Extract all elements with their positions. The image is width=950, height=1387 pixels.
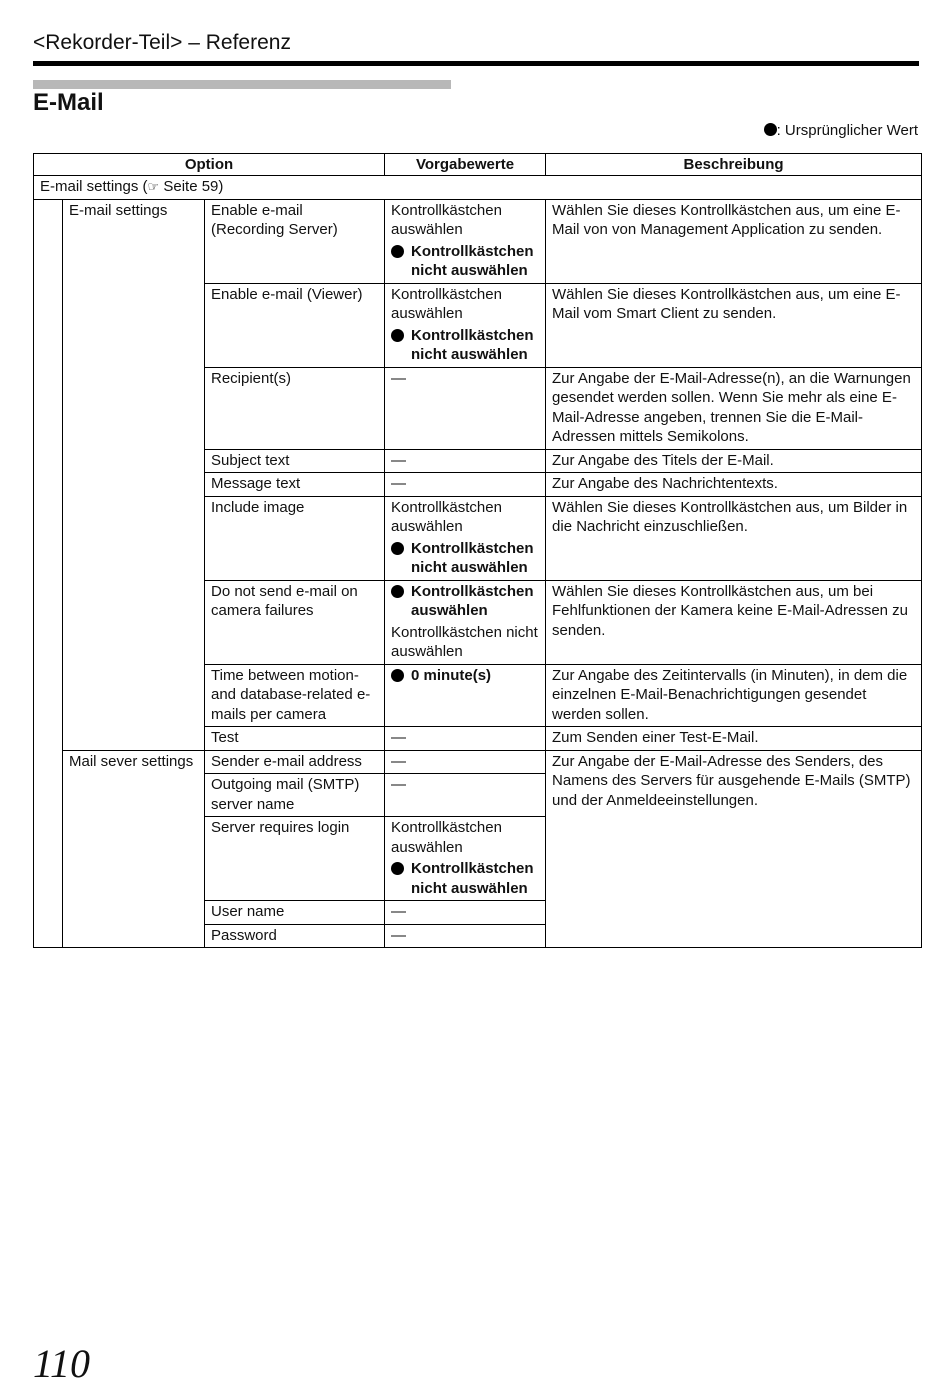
indent-cell (34, 199, 63, 948)
page-reference-icon: ☞ (147, 179, 160, 194)
section-accent-bar (33, 80, 451, 89)
option-cell: Enable e-mail (Recording Server) (205, 199, 385, 283)
option-cell: User name (205, 901, 385, 925)
table-row (34, 750, 922, 774)
section-title: E-Mail (33, 89, 104, 116)
option-cell: Do not send e-mail on camera failures (205, 580, 385, 664)
default-marker-icon (391, 862, 404, 875)
description-cell: Zur Angabe des Nachrichtentexts. (546, 473, 922, 497)
page-number: 110 (33, 1341, 91, 1386)
default-cell: — (385, 750, 546, 774)
default-cell: Kontrollkästchen auswählen Kontrollkästchen nicht auswählen (385, 580, 546, 664)
subgroup-mail-server-settings: Mail sever settings (63, 750, 205, 948)
description-cell: Zur Angabe der E-Mail-Adresse des Senders, des Namens des Servers für ausgehende E-Mails (SMTP) und der Anmeldeeinstellungen. (546, 750, 922, 948)
description-cell: Zum Senden einer Test-E-Mail. (546, 727, 922, 751)
col-header-option: Option (34, 154, 385, 176)
description-cell: Zur Angabe der E-Mail-Adresse(n), an die Warnungen gesendet werden sollen. Wenn Sie mehr als eine E-Mail-Adresse angeben, trennen Sie die E-Mail-Adressen mittels Semikolons. (546, 367, 922, 449)
description-cell: Zur Angabe des Zeitintervalls (in Minuten), in dem die einzelnen E-Mail-Benachrichtigungen gesendet werden sollen. (546, 664, 922, 727)
default-cell: Kontrollkästchen auswählen Kontrollkästchen nicht auswählen (385, 496, 546, 580)
default-marker-icon (391, 245, 404, 258)
default-cell: — (385, 473, 546, 497)
legend-text: : Ursprünglicher Wert (776, 122, 918, 139)
header-rule (33, 61, 919, 66)
description-cell: Zur Angabe des Titels der E-Mail. (546, 449, 922, 473)
default-cell: — (385, 924, 546, 948)
option-cell: Message text (205, 473, 385, 497)
reference-table (33, 153, 922, 948)
default-cell: — (385, 449, 546, 473)
option-cell: Server requires login (205, 817, 385, 901)
page-header-title: <Rekorder-Teil> – Referenz (33, 31, 291, 54)
option-cell: Test (205, 727, 385, 751)
default-marker-icon (391, 542, 404, 555)
default-cell: — (385, 727, 546, 751)
default-marker-icon (391, 329, 404, 342)
default-cell: 0 minute(s) (385, 664, 546, 727)
option-cell: Sender e-mail address (205, 750, 385, 774)
subgroup-email-settings: E-mail settings (63, 199, 205, 750)
default-cell: Kontrollkästchen auswählen Kontrollkästchen nicht auswählen (385, 199, 546, 283)
description-cell: Wählen Sie dieses Kontrollkästchen aus, um bei Fehlfunktionen der Kamera keine E-Mail-Adressen zu senden. (546, 580, 922, 664)
group-label: E-mail settings (☞ Seite 59) (34, 176, 922, 200)
option-cell: Recipient(s) (205, 367, 385, 449)
default-cell: Kontrollkästchen auswählen Kontrollkästchen nicht auswählen (385, 283, 546, 367)
col-header-description: Beschreibung (546, 154, 922, 176)
legend (764, 122, 918, 139)
option-cell: Include image (205, 496, 385, 580)
description-cell: Wählen Sie dieses Kontrollkästchen aus, um eine E-Mail von von Management Application zu senden. (546, 199, 922, 283)
table-header-row (34, 154, 922, 176)
default-marker-icon (391, 669, 404, 682)
option-cell: Time between motion-and database-related e-mails per camera (205, 664, 385, 727)
default-cell: — (385, 774, 546, 817)
description-cell: Wählen Sie dieses Kontrollkästchen aus, um eine E-Mail vom Smart Client zu senden. (546, 283, 922, 367)
group-row (34, 176, 922, 200)
option-cell: Enable e-mail (Viewer) (205, 283, 385, 367)
option-cell: Outgoing mail (SMTP) server name (205, 774, 385, 817)
default-cell: Kontrollkästchen auswählen Kontrollkästchen nicht auswählen (385, 817, 546, 901)
col-header-defaults: Vorgabewerte (385, 154, 546, 176)
description-cell: Wählen Sie dieses Kontrollkästchen aus, um Bilder in die Nachricht einzuschließen. (546, 496, 922, 580)
default-marker-icon (391, 585, 404, 598)
default-cell: — (385, 367, 546, 449)
option-cell: Subject text (205, 449, 385, 473)
table-row (34, 199, 922, 283)
option-cell: Password (205, 924, 385, 948)
default-cell: — (385, 901, 546, 925)
default-marker-icon (764, 123, 777, 136)
